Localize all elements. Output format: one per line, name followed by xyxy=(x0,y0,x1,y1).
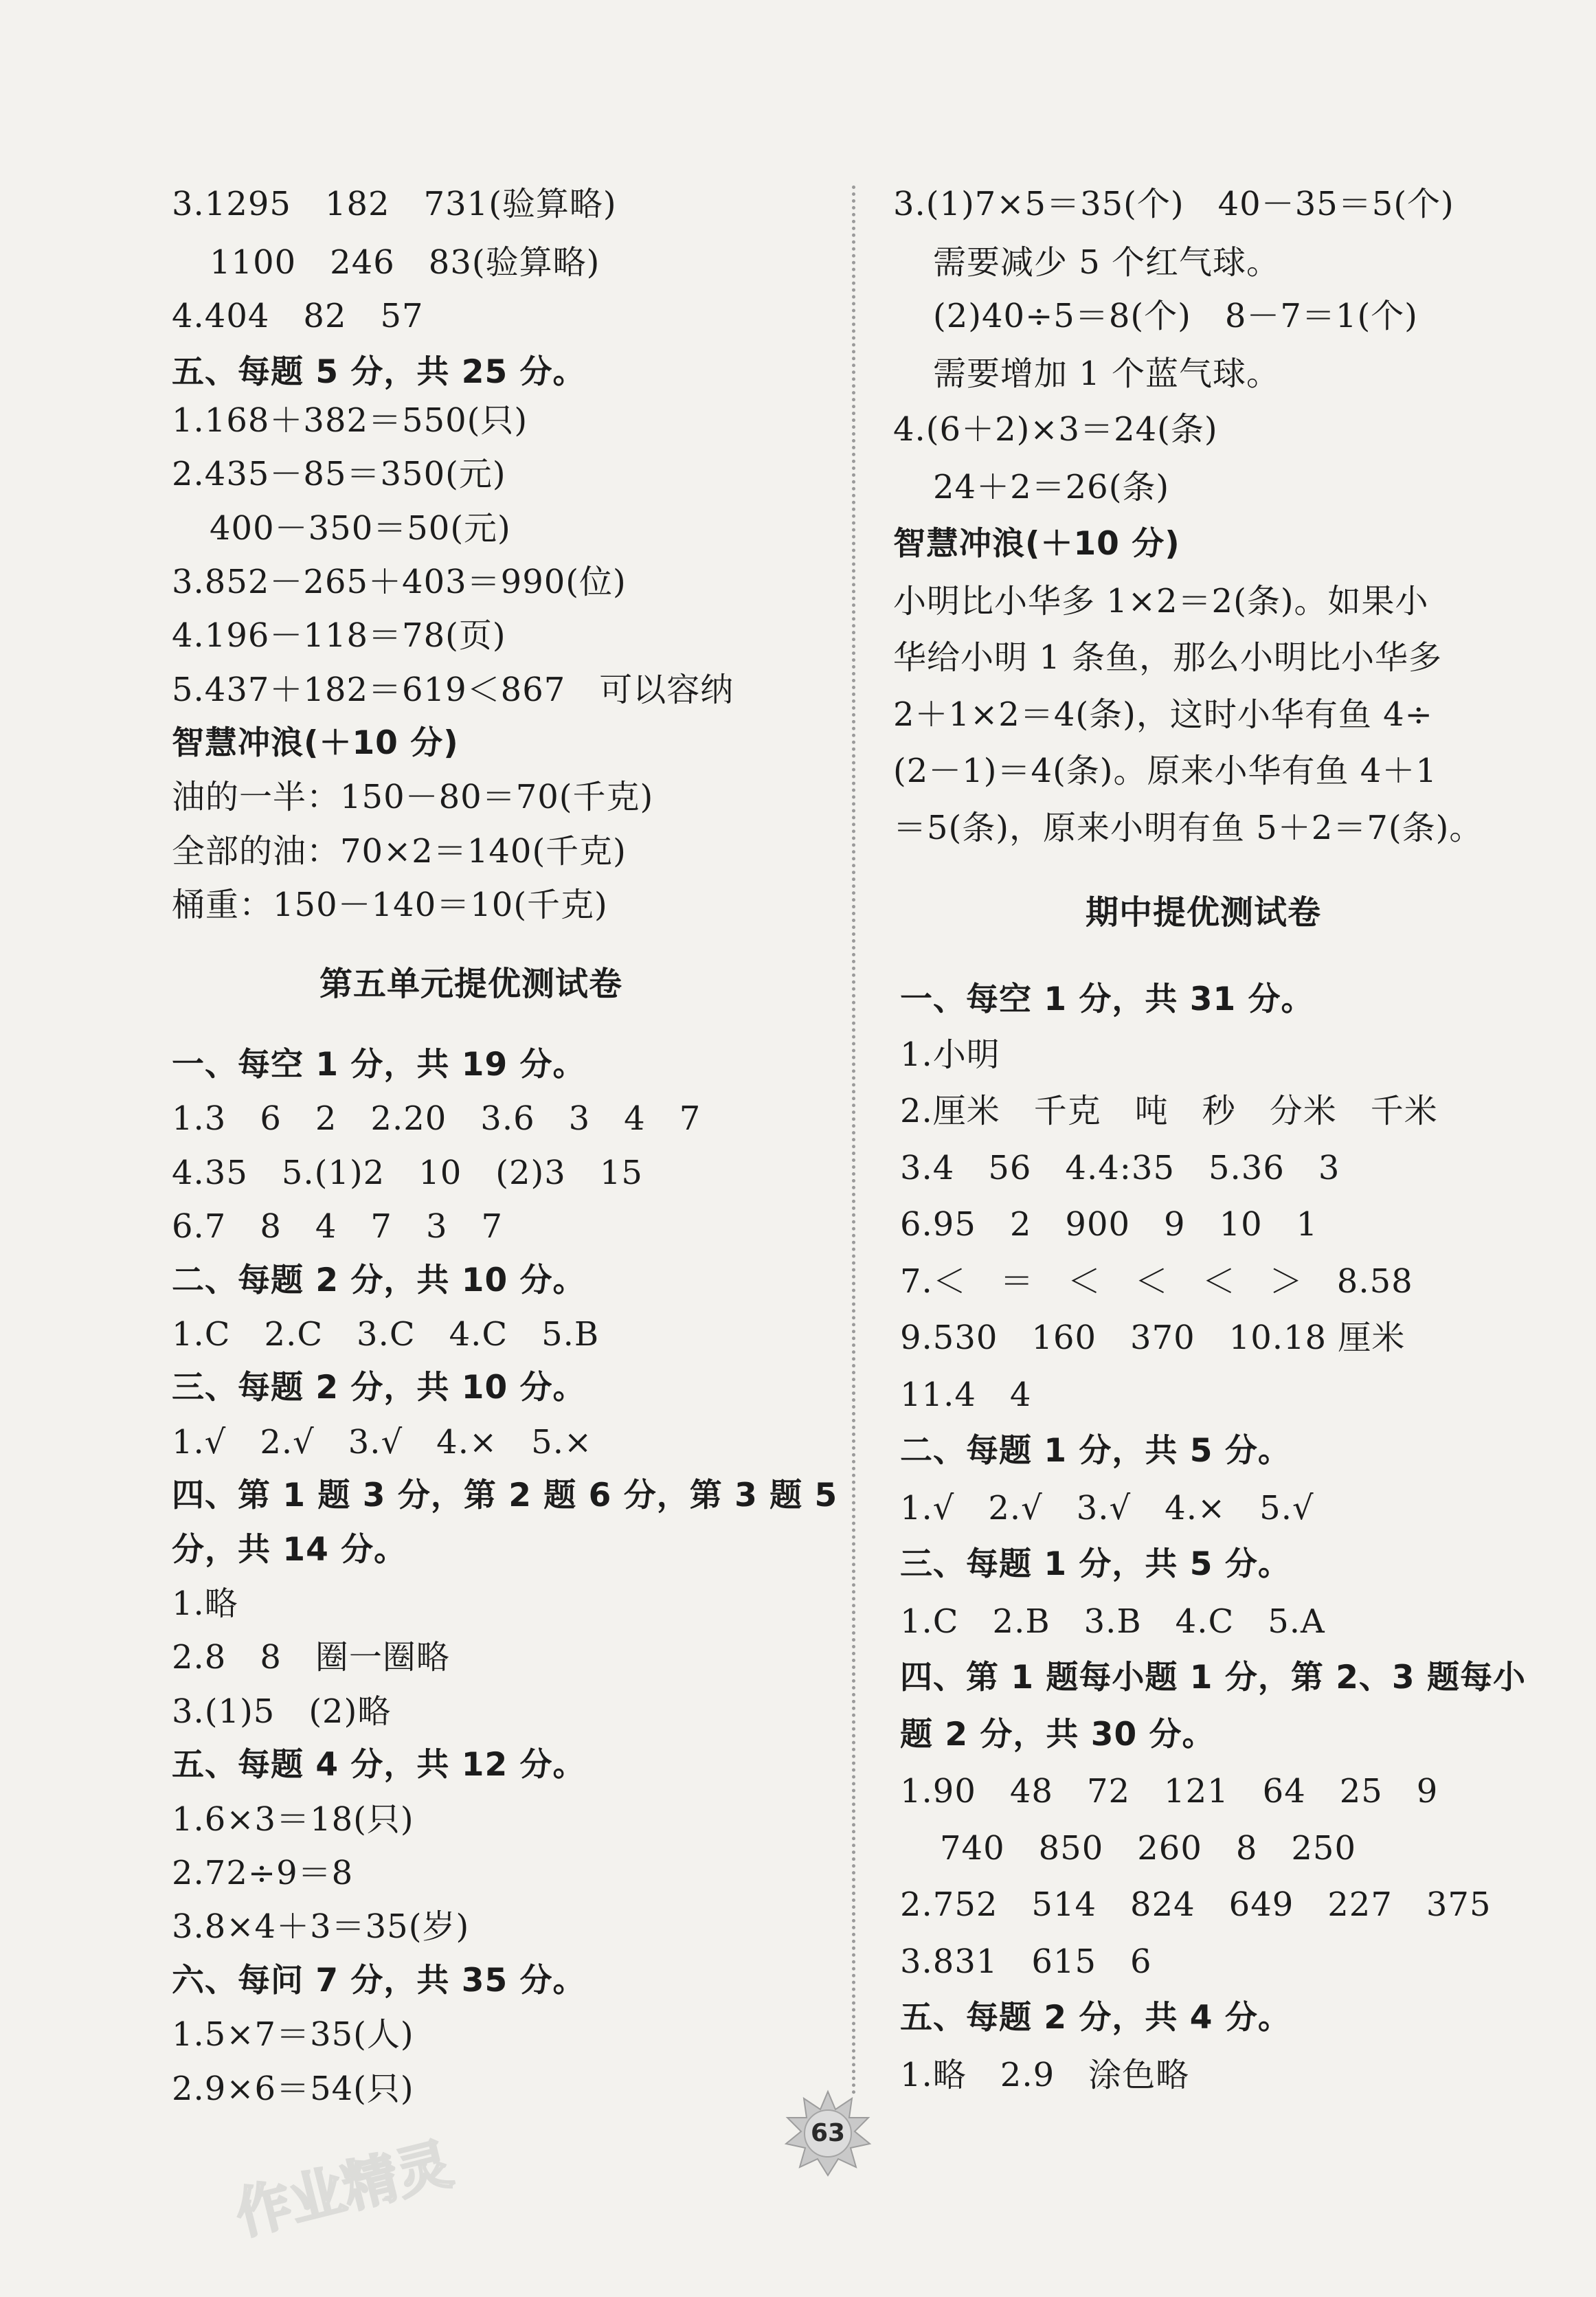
text-line: (2)40÷5＝8(个) 8－7＝1(个) xyxy=(933,297,1418,335)
text-line: 1.√ 2.√ 3.√ 4.× 5.× xyxy=(172,1423,593,1461)
text-line: 2.435－85＝350(元) xyxy=(172,455,506,493)
text-line: 1.168＋382＝550(只) xyxy=(172,401,528,440)
test-title: 期中提优测试卷 xyxy=(1086,893,1322,932)
text-line: 6.95 2 900 9 10 1 xyxy=(900,1205,1318,1244)
text-line: 7.＜ ＝ ＜ ＜ ＜ ＞ 8.58 xyxy=(900,1262,1413,1301)
text-line: 1.C 2.C 3.C 4.C 5.B xyxy=(172,1315,600,1354)
text-line: 3.(1)7×5＝35(个) 40－35＝5(个) xyxy=(893,185,1454,223)
text-line: 1.√ 2.√ 3.√ 4.× 5.√ xyxy=(900,1489,1314,1527)
text-line: 3.4 56 4.4:35 5.36 3 xyxy=(900,1149,1340,1187)
text-line: 4.404 82 57 xyxy=(172,297,424,335)
text-line: 桶重：150－140＝10(千克) xyxy=(172,886,608,924)
text-line: 4.35 5.(1)2 10 (2)3 15 xyxy=(172,1154,643,1192)
section-heading: 二、每题 1 分，共 5 分。 xyxy=(900,1432,1291,1470)
text-line: 油的一半：150－80＝70(千克) xyxy=(172,778,654,816)
text-line: 24＋2＝26(条) xyxy=(933,468,1170,506)
watermark-text: 作业精灵 xyxy=(229,2131,458,2248)
section-heading: 五、每题 2 分，共 4 分。 xyxy=(900,1999,1291,2037)
text-line: 740 850 260 8 250 xyxy=(940,1829,1357,1868)
text-line: 小明比小华多 1×2＝2(条)。如果小 xyxy=(893,582,1429,620)
text-line: 4.196－118＝78(页) xyxy=(172,616,506,655)
text-line: 1.3 6 2 2.20 3.6 3 4 7 xyxy=(172,1099,701,1138)
text-line: 1.小明 xyxy=(900,1035,1000,1074)
text-line: 1.5×7＝35(人) xyxy=(172,2015,414,2054)
text-line: 华给小明 1 条鱼，那么小明比小华多 xyxy=(893,638,1443,677)
section-heading: 一、每空 1 分，共 19 分。 xyxy=(172,1046,586,1084)
page-number: 63 xyxy=(810,2119,846,2147)
text-line: 2.752 514 824 649 227 375 xyxy=(900,1885,1492,1924)
section-heading: 分，共 14 分。 xyxy=(172,1531,407,1569)
text-line: 1.略 xyxy=(172,1584,238,1623)
text-line: 需要增加 1 个蓝气球。 xyxy=(933,355,1281,393)
text-line: 2.8 8 圈一圈略 xyxy=(172,1638,450,1677)
text-line: 1.略 2.9 涂色略 xyxy=(900,2056,1190,2094)
text-line: 全部的油：70×2＝140(千克) xyxy=(172,832,627,871)
section-heading: 五、每题 5 分，共 25 分。 xyxy=(172,353,586,391)
text-line: 2.9×6＝54(只) xyxy=(172,2070,414,2108)
section-heading: 六、每问 7 分，共 35 分。 xyxy=(172,1962,586,1999)
column-divider xyxy=(852,186,855,2096)
text-line: 3.(1)5 (2)略 xyxy=(172,1692,392,1731)
watermark-logo xyxy=(217,2107,464,2269)
text-line: 1100 246 83(验算略) xyxy=(210,243,600,282)
text-line: 6.7 8 4 7 3 7 xyxy=(172,1207,504,1246)
text-line: 9.530 160 370 10.18 厘米 xyxy=(900,1319,1406,1357)
text-line: 3.8×4＋3＝35(岁) xyxy=(172,1907,470,1946)
text-line: 3.1295 182 731(验算略) xyxy=(172,185,617,223)
text-line: 3.831 615 6 xyxy=(900,1942,1152,1981)
section-heading: 一、每空 1 分，共 31 分。 xyxy=(900,981,1314,1018)
section-heading: 四、第 1 题每小题 1 分，第 2、3 题每小 xyxy=(900,1659,1526,1696)
text-line: 1.90 48 72 121 64 25 9 xyxy=(900,1772,1439,1811)
section-heading: 三、每题 1 分，共 5 分。 xyxy=(900,1545,1291,1583)
test-title: 第五单元提优测试卷 xyxy=(319,965,623,1003)
section-heading: 二、每题 2 分，共 10 分。 xyxy=(172,1262,586,1299)
text-line: 2＋1×2＝4(条)，这时小华有鱼 4÷ xyxy=(893,695,1433,734)
section-heading: 题 2 分，共 30 分。 xyxy=(900,1716,1215,1753)
section-heading: 五、每题 4 分，共 12 分。 xyxy=(172,1746,586,1784)
section-heading: 四、第 1 题 3 分，第 2 题 6 分，第 3 题 5 xyxy=(172,1477,838,1514)
text-line: 2.72÷9＝8 xyxy=(172,1854,354,1892)
text-line: 3.852－265＋403＝990(位) xyxy=(172,563,627,601)
text-line: 2.厘米 千克 吨 秒 分米 千米 xyxy=(900,1092,1438,1130)
text-line: 1.6×3＝18(只) xyxy=(172,1800,414,1839)
section-heading: 三、每题 2 分，共 10 分。 xyxy=(172,1369,586,1407)
text-line: 400－350＝50(元) xyxy=(210,509,511,548)
section-heading: 智慧冲浪(＋10 分) xyxy=(893,525,1180,563)
text-line: 需要减少 5 个红气球。 xyxy=(933,243,1281,282)
text-line: (2－1)＝4(条)。原来小华有鱼 4＋1 xyxy=(893,752,1437,790)
text-line: 4.(6＋2)×3＝24(条) xyxy=(893,410,1218,449)
section-heading: 智慧冲浪(＋10 分) xyxy=(172,724,459,762)
text-line: ＝5(条)，原来小明有鱼 5＋2＝7(条)。 xyxy=(893,809,1483,847)
page-number-badge xyxy=(783,2089,873,2178)
text-line: 11.4 4 xyxy=(900,1376,1032,1414)
text-line: 1.C 2.B 3.B 4.C 5.A xyxy=(900,1602,1325,1641)
text-line: 5.437＋182＝619＜867 可以容纳 xyxy=(172,671,734,709)
